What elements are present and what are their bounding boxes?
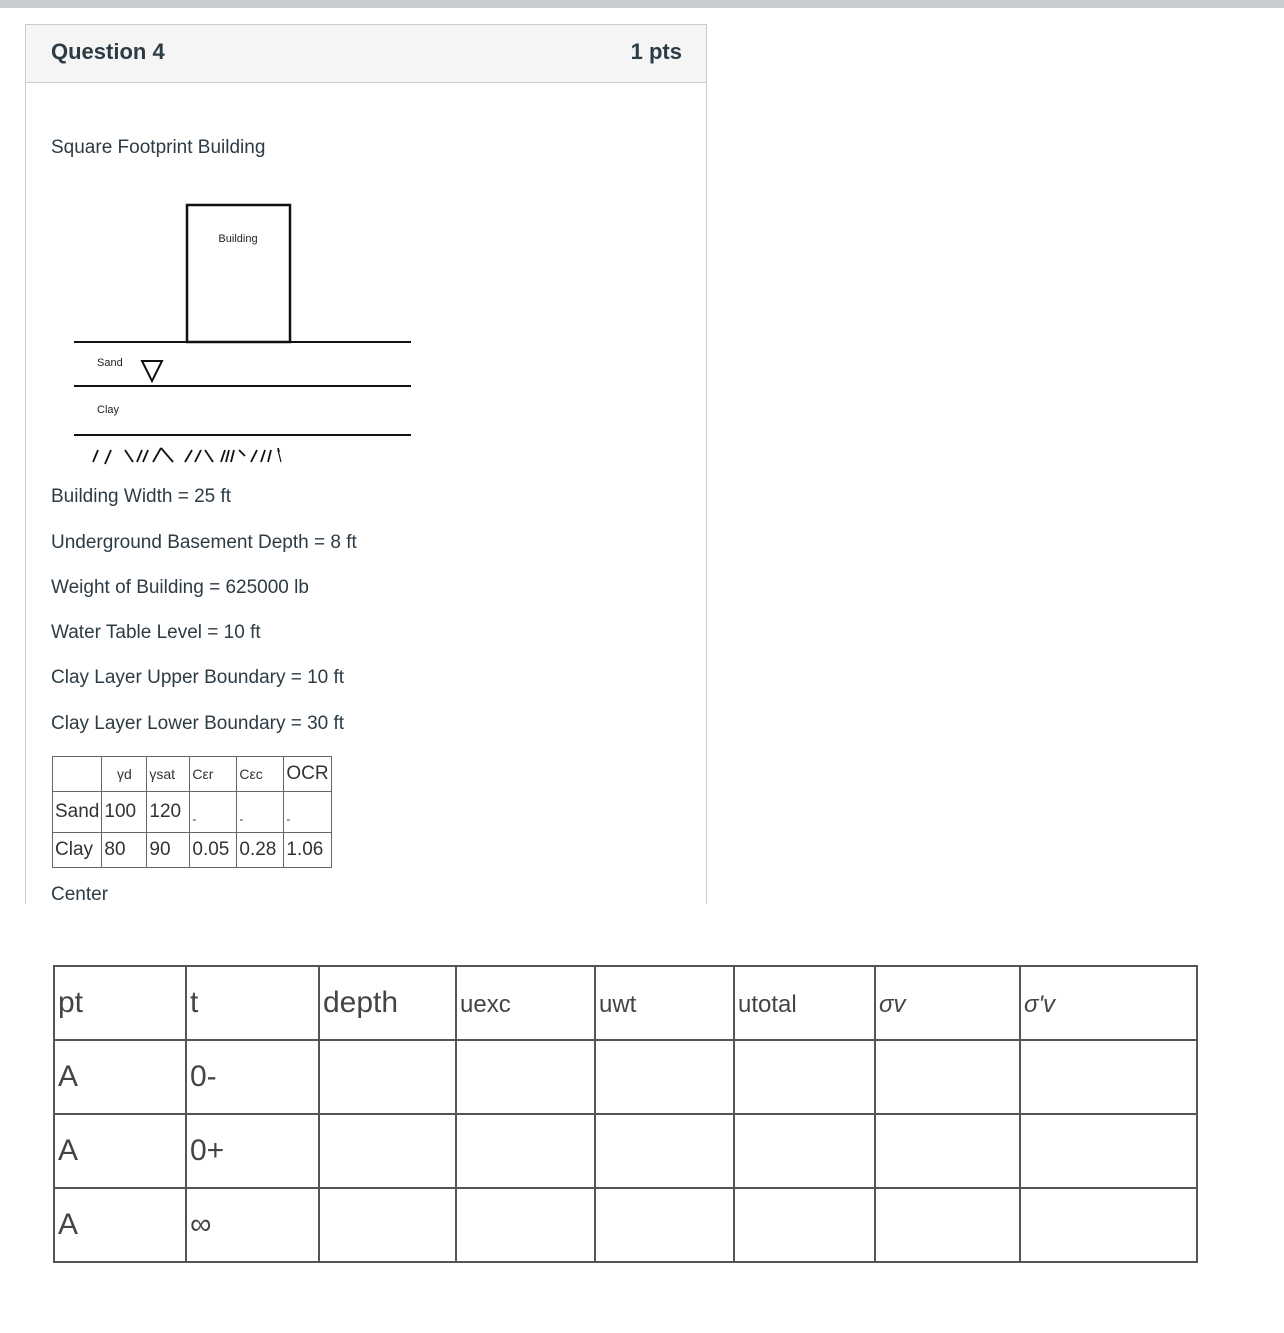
cell-pt: A <box>54 1040 186 1114</box>
props-cell: Sand <box>53 792 102 833</box>
table-row <box>54 1114 1197 1188</box>
cell-sigma-eff-v[interactable] <box>1020 1188 1197 1262</box>
props-header-cell: γsat <box>147 757 190 792</box>
question-title: Question 4 <box>51 39 165 64</box>
header-depth: depth <box>319 966 456 1040</box>
props-cell: 100 <box>102 792 147 833</box>
props-header-cell <box>53 757 102 792</box>
cell-u-wt[interactable] <box>595 1114 734 1188</box>
cell-u-wt[interactable] <box>595 1188 734 1262</box>
sand-label: Sand <box>97 357 123 369</box>
props-cell: - <box>190 792 237 833</box>
param-water-table: Water Table Level = 10 ft <box>51 622 261 643</box>
props-cell: 1.06 <box>284 833 331 868</box>
cell-t: 0+ <box>186 1114 319 1188</box>
building-diagram <box>71 200 441 500</box>
cell-sigma-eff-v[interactable] <box>1020 1114 1197 1188</box>
props-header-cell: OCR <box>284 757 331 792</box>
question-header <box>26 25 706 83</box>
props-cell: 0.28 <box>237 833 284 868</box>
header-u-exc <box>456 966 595 1040</box>
table-row <box>53 757 332 792</box>
header-sigma-v <box>875 966 1020 1040</box>
soil-properties-table <box>52 756 332 868</box>
question-heading: Square Footprint Building <box>51 137 266 158</box>
header-u-exc-label: uexc <box>460 991 511 1018</box>
cell-t: 0- <box>186 1040 319 1114</box>
cell-sigma-v[interactable] <box>875 1188 1020 1262</box>
building-label: Building <box>218 233 258 245</box>
header-t: t <box>186 966 319 1040</box>
cell-u-exc[interactable] <box>456 1114 595 1188</box>
props-header-cell: Cεr <box>190 757 237 792</box>
props-cell: - <box>237 792 284 833</box>
param-building-width: Building Width = 25 ft <box>51 486 232 507</box>
header-u-total <box>734 966 875 1040</box>
table-row <box>54 1188 1197 1262</box>
stress-table <box>53 965 1198 1263</box>
question-card <box>25 24 707 904</box>
cell-depth[interactable] <box>319 1188 456 1262</box>
props-header-cell: γd <box>102 757 147 792</box>
header-sigma-v-label: σv <box>879 991 906 1018</box>
param-building-weight: Weight of Building = 625000 lb <box>51 577 309 598</box>
table-row <box>53 833 332 868</box>
cell-u-exc[interactable] <box>456 1188 595 1262</box>
props-cell: 90 <box>147 833 190 868</box>
props-cell: - <box>284 792 331 833</box>
top-bar <box>0 0 1284 8</box>
cell-depth[interactable] <box>319 1114 456 1188</box>
table-row <box>53 792 332 833</box>
props-header-cell: Cεc <box>237 757 284 792</box>
cell-pt: A <box>54 1114 186 1188</box>
cell-sigma-v[interactable] <box>875 1114 1020 1188</box>
cell-u-total[interactable] <box>734 1040 875 1114</box>
bedrock-hatch <box>93 448 281 464</box>
location-label: Center <box>51 884 109 905</box>
header-sigma-eff-v-label: σ'v <box>1024 991 1056 1018</box>
clay-label: Clay <box>97 404 120 416</box>
cell-sigma-eff-v[interactable] <box>1020 1040 1197 1114</box>
water-table-icon <box>142 361 162 381</box>
cell-pt: A <box>54 1188 186 1262</box>
cell-u-total[interactable] <box>734 1114 875 1188</box>
cell-u-exc[interactable] <box>456 1040 595 1114</box>
param-clay-lower: Clay Layer Lower Boundary = 30 ft <box>51 713 345 734</box>
cell-depth[interactable] <box>319 1040 456 1114</box>
cell-u-total[interactable] <box>734 1188 875 1262</box>
cell-u-wt[interactable] <box>595 1040 734 1114</box>
param-basement-depth: Underground Basement Depth = 8 ft <box>51 532 357 553</box>
props-cell: 80 <box>102 833 147 868</box>
header-u-wt-label: uwt <box>599 991 637 1018</box>
props-cell: 120 <box>147 792 190 833</box>
header-u-wt <box>595 966 734 1040</box>
header-sigma-eff-v <box>1020 966 1197 1040</box>
table-row <box>54 1040 1197 1114</box>
header-u-total-label: utotal <box>738 991 797 1018</box>
cell-sigma-v[interactable] <box>875 1040 1020 1114</box>
header-pt: pt <box>54 966 186 1040</box>
cell-t: ∞ <box>186 1188 319 1262</box>
props-cell: Clay <box>53 833 102 868</box>
table-header-row <box>54 966 1197 1040</box>
param-clay-upper: Clay Layer Upper Boundary = 10 ft <box>51 667 345 688</box>
props-cell: 0.05 <box>190 833 237 868</box>
question-points: 1 pts <box>630 39 682 64</box>
building-outline <box>187 205 290 342</box>
